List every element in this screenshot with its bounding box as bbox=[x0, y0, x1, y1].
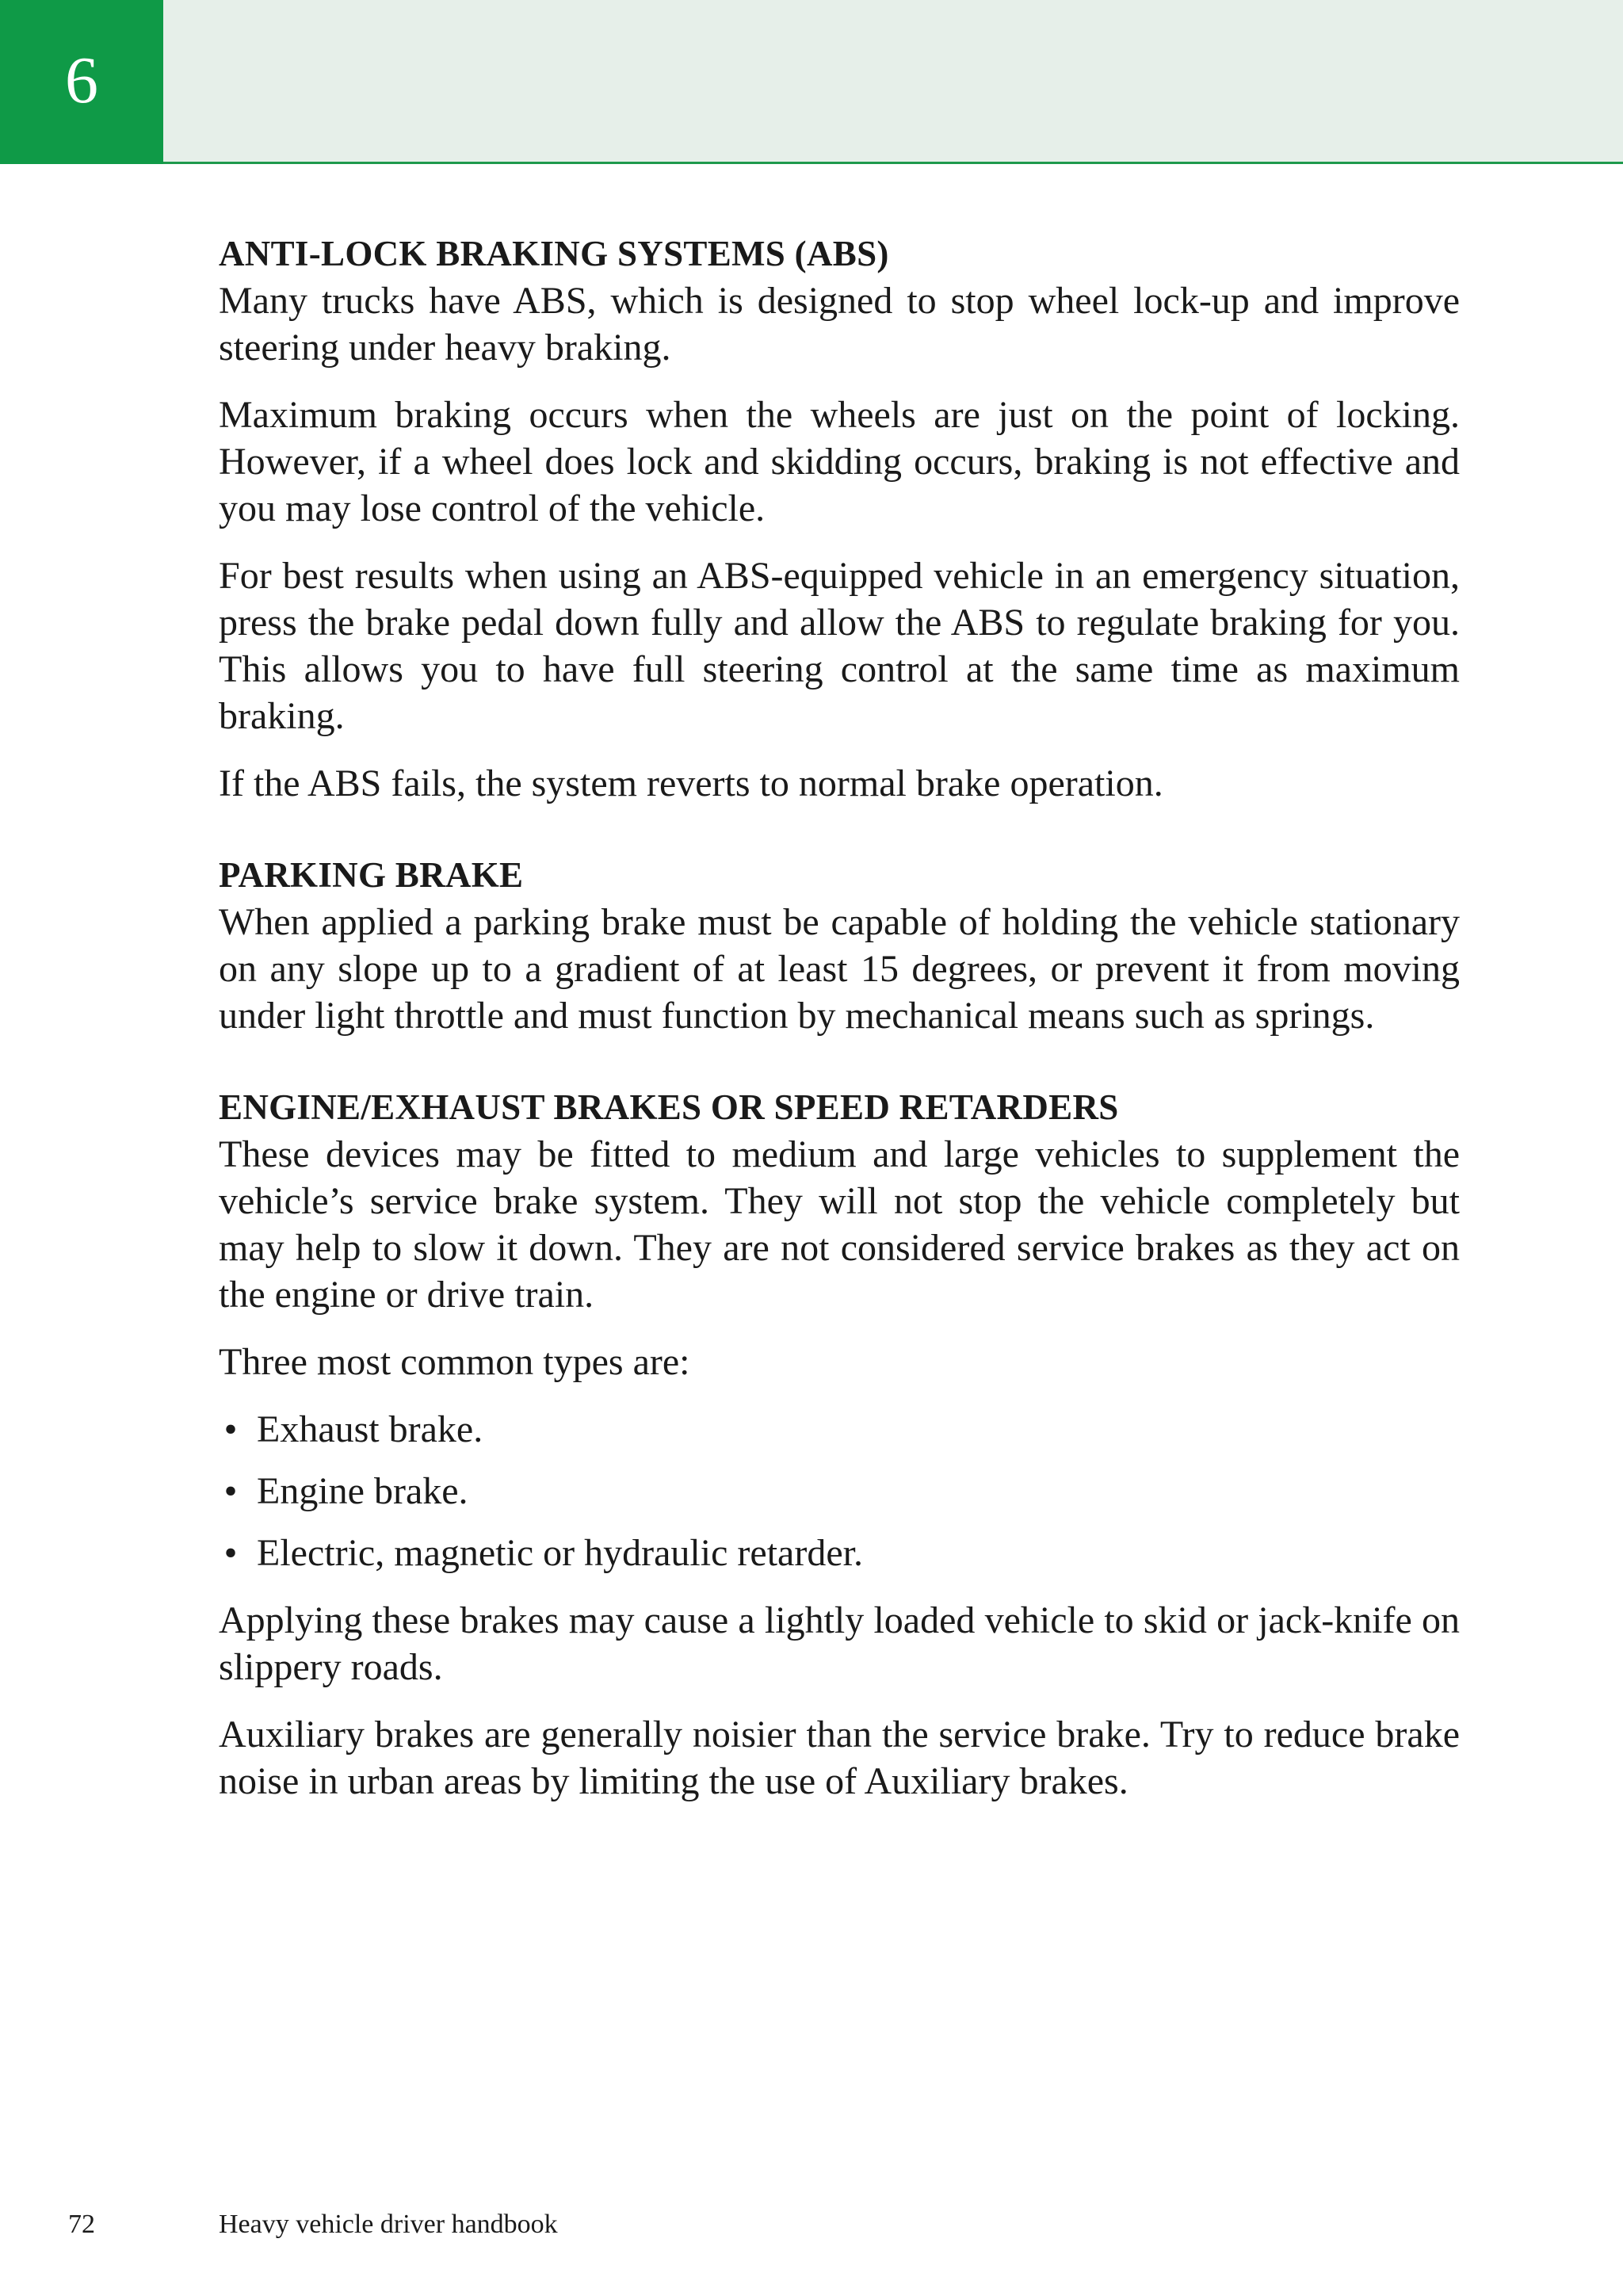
chapter-number: 6 bbox=[65, 44, 98, 117]
page-content bbox=[219, 230, 1460, 1849]
list-item bbox=[219, 1406, 1460, 1453]
chapter-tab bbox=[0, 0, 163, 164]
page-footer bbox=[0, 2205, 1623, 2244]
brake-types-list bbox=[219, 1406, 1460, 1576]
paragraph: Many trucks have ABS, which is designed to stop wheel lock-up and improve steering under heavy braking. bbox=[219, 280, 1460, 369]
section-parking-brake bbox=[219, 851, 1460, 1039]
list-item-text: Engine brake. bbox=[257, 1470, 468, 1512]
bullet-icon: • bbox=[223, 1470, 238, 1512]
paragraph: When applied a parking brake must be capable of holding the vehicle stationary on any slope up to a gradient of at least 15 degrees, or prevent it from moving under light throttle and must function by mechanical means such as springs. bbox=[219, 901, 1460, 1037]
paragraph: These devices may be fitted to medium and large vehicles to supplement the vehicle’s service brake system. They will not stop the vehicle completely but may help to slow it down. They are not considered service brakes as they act on the engine or drive train. bbox=[219, 1133, 1460, 1316]
section-abs bbox=[219, 230, 1460, 807]
page-number: 72 bbox=[68, 2210, 95, 2239]
paragraph: For best results when using an ABS-equipped vehicle in an emergency situation, press the brake pedal down fully and allow the ABS to regulate braking for you. This allows you to have full steering control at the same time as maximum braking. bbox=[219, 555, 1460, 737]
section-heading-abs: ANTI-LOCK BRAKING SYSTEMS (ABS) bbox=[219, 234, 889, 273]
bullet-icon: • bbox=[223, 1532, 238, 1574]
list-item bbox=[219, 1530, 1460, 1576]
list-item-text: Electric, magnetic or hydraulic retarder. bbox=[257, 1532, 863, 1574]
paragraph: Three most common types are: bbox=[219, 1341, 690, 1383]
footer-title: Heavy vehicle driver handbook bbox=[219, 2210, 558, 2239]
paragraph: Applying these brakes may cause a lightly loaded vehicle to skid or jack-knife on slippery roads. bbox=[219, 1599, 1460, 1688]
bullet-icon: • bbox=[223, 1408, 238, 1450]
list-item-text: Exhaust brake. bbox=[257, 1408, 483, 1450]
paragraph: If the ABS fails, the system reverts to normal brake operation. bbox=[219, 762, 1163, 804]
section-engine-brakes bbox=[219, 1083, 1460, 1805]
section-heading-engine-brakes: ENGINE/EXHAUST BRAKES OR SPEED RETARDERS bbox=[219, 1087, 1119, 1127]
paragraph: Maximum braking occurs when the wheels are just on the point of locking. However, if a wheel does lock and skidding occurs, braking is not effective and you may lose control of the vehicle. bbox=[219, 394, 1460, 529]
paragraph: Auxiliary brakes are generally noisier than the service brake. Try to reduce brake noise in urban areas by limiting the use of Auxiliary brakes. bbox=[219, 1713, 1460, 1802]
chapter-header-band bbox=[0, 0, 1623, 164]
list-item bbox=[219, 1468, 1460, 1515]
section-heading-parking-brake: PARKING BRAKE bbox=[219, 855, 524, 895]
